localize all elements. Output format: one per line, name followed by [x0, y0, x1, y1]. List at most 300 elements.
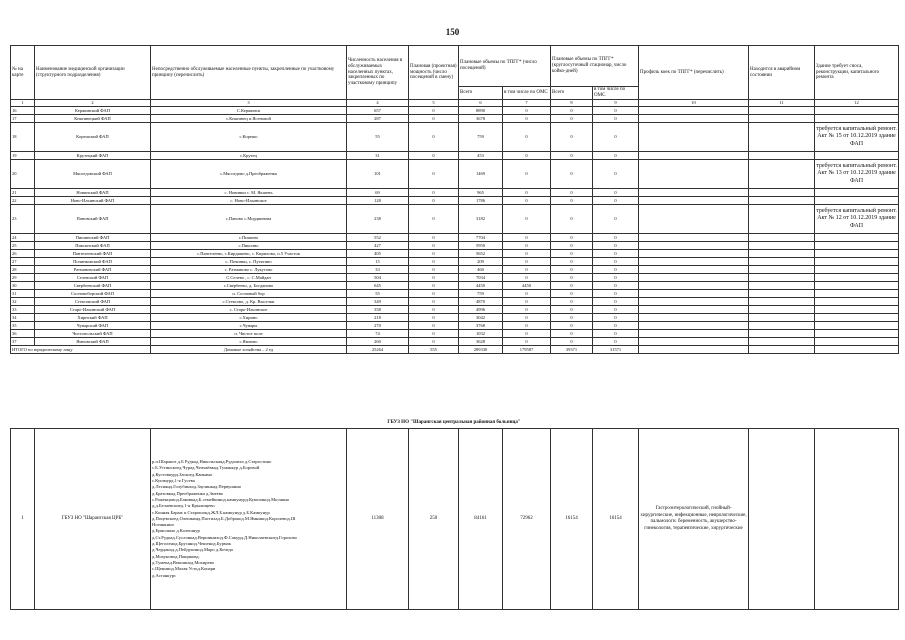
facility-emergency: [749, 298, 815, 306]
row-number: 24: [11, 234, 35, 242]
facility-population: 287: [347, 115, 409, 123]
facility-repair-note: [815, 306, 899, 314]
locality-line: д.д.Белаевскиед.1-я Крылищево: [152, 503, 215, 509]
facility-population: 101: [347, 160, 409, 189]
facility-capacity: 0: [409, 298, 459, 306]
total-population: 25264: [347, 346, 409, 354]
table-row: [11, 314, 899, 322]
facility-population: 55: [347, 123, 409, 152]
facility-beds: 0: [551, 322, 593, 330]
table-row: [11, 282, 899, 290]
facility-visits-oms: 0: [503, 107, 551, 115]
facility-visits: 453: [459, 152, 503, 160]
facility-bed-profile: [639, 234, 749, 242]
facility-localities: с.Ямново: [151, 338, 347, 346]
facility-beds: 0: [551, 290, 593, 298]
facility-repair-note: требуется капитальный ремонт. Акт № 12 от 10.12.2019 здание ФАП: [815, 205, 899, 234]
header-capacity: Плановая (проектная) мощность (число посещений в смену): [409, 46, 459, 100]
facility-name: Свербеевский ФАП: [35, 282, 151, 290]
header-no: № на карте: [11, 46, 35, 100]
facility-beds-oms: 0: [593, 107, 639, 115]
facility-bed-profile: [639, 282, 749, 290]
column-number: 7: [503, 100, 551, 107]
facility-localities: с. Новинки с. М. Якшень: [151, 189, 347, 197]
facility-beds-oms: 0: [593, 306, 639, 314]
facility-repair-note: [815, 189, 899, 197]
org-repair: [815, 429, 899, 610]
org-name: ГБУЗ НО "Шарангская ЦРБ": [35, 429, 151, 610]
facility-visits-oms: 0: [503, 205, 551, 234]
facility-bed-profile: [639, 258, 749, 266]
table-row: [11, 234, 899, 242]
facility-population: 238: [347, 205, 409, 234]
column-number: 5: [409, 100, 459, 107]
facility-emergency: [749, 107, 815, 115]
facility-name: Селевский ФАП: [35, 274, 151, 282]
facility-localities: с.Мясоедово д.Преображенка: [151, 160, 347, 189]
table-row: [11, 160, 899, 189]
facility-beds: 0: [551, 197, 593, 205]
facility-capacity: 0: [409, 152, 459, 160]
facility-population: 15: [347, 258, 409, 266]
facility-localities: с. Ново-Ильинское: [151, 197, 347, 205]
facility-bed-profile: [639, 314, 749, 322]
facility-visits: 7034: [459, 274, 503, 282]
facility-repair-note: [815, 107, 899, 115]
facility-beds: 0: [551, 258, 593, 266]
table-row: [11, 338, 899, 346]
header-localities: Непосредственно обслуживаемые населенные пункты, закрепленные по участковому принципу (перечислить): [151, 46, 347, 100]
facility-repair-note: [815, 298, 899, 306]
facility-beds-oms: 0: [593, 322, 639, 330]
facility-visits: 1469: [459, 160, 503, 189]
facility-beds-oms: 0: [593, 266, 639, 274]
locality-line: Ногинкино: [152, 522, 174, 528]
facility-visits: 209: [459, 258, 503, 266]
facility-visits-oms: 0: [503, 152, 551, 160]
facility-visits: 5652: [459, 250, 503, 258]
locality-line: д.Мохуновод.Пащиковд.: [152, 553, 200, 559]
table-row: [11, 330, 899, 338]
facility-beds: 0: [551, 338, 593, 346]
table-row: [11, 242, 899, 250]
row-number: 23: [11, 205, 35, 234]
facility-population: 645: [347, 282, 409, 290]
facility-visits-oms: 0: [503, 338, 551, 346]
table-row: [11, 250, 899, 258]
total-localities: Домовые хозяйства – 2 ед: [151, 346, 347, 354]
total-emergency: [749, 346, 815, 354]
facility-population: 55: [347, 290, 409, 298]
facility-bed-profile: [639, 107, 749, 115]
facility-capacity: 0: [409, 322, 459, 330]
facility-beds-oms: 0: [593, 258, 639, 266]
facility-name: Княгинецкий ФАП: [35, 115, 151, 123]
org-localities: [151, 429, 347, 610]
row-number: 16: [11, 107, 35, 115]
facility-repair-note: [815, 282, 899, 290]
facility-capacity: 0: [409, 189, 459, 197]
row-number: 28: [11, 266, 35, 274]
column-number: 10: [639, 100, 749, 107]
row-number: 21: [11, 189, 35, 197]
org-beds: 16154: [551, 429, 593, 610]
facility-capacity: 0: [409, 197, 459, 205]
facility-beds-oms: 0: [593, 314, 639, 322]
facility-name: Пантелеевский ФАП: [35, 250, 151, 258]
table-row: [11, 322, 899, 330]
locality-line: д.Ермолино д.Колешнур: [152, 528, 200, 534]
facility-beds: 0: [551, 250, 593, 258]
facility-beds-oms: 0: [593, 250, 639, 258]
row-number: 17: [11, 115, 35, 123]
facility-localities: п. Чистое поле: [151, 330, 347, 338]
facility-population: 349: [347, 298, 409, 306]
facility-visits: 3042: [459, 314, 503, 322]
facility-repair-note: требуется капитальный ремонт. Акт № 15 от 10.12.2019 здание ФАП: [815, 123, 899, 152]
facility-emergency: [749, 205, 815, 234]
organization-table: [10, 428, 899, 610]
locality-line: д.Кустовкурд.Заскоед.Каньямо: [152, 471, 213, 477]
facility-capacity: 0: [409, 306, 459, 314]
facility-population: 128: [347, 197, 409, 205]
facility-name: Сосновоборский ФАП: [35, 290, 151, 298]
facility-population: 218: [347, 314, 409, 322]
facility-localities: с. Ратманово с. Лукутово: [151, 266, 347, 274]
column-number: 12: [815, 100, 899, 107]
row-number: 36: [11, 330, 35, 338]
org-bed-profile: Гастроэнтерологический, гнойный-хирургические, инфекционные, неврологические, пальмологи. беременность, акушерство-гинекология, терапевтические, хирургические: [639, 429, 749, 610]
facility-name: Крутецкий ФАП: [35, 152, 151, 160]
facility-population: 270: [347, 322, 409, 330]
facility-visits-oms: 0: [503, 330, 551, 338]
facility-bed-profile: [639, 306, 749, 314]
table-row: [11, 290, 899, 298]
row-number: 33: [11, 306, 35, 314]
org-beds-oms: 16154: [593, 429, 639, 610]
header-repair: Здание требует сноса, реконструкции, капитального ремонта: [815, 46, 899, 100]
facility-population: 657: [347, 107, 409, 115]
total-repair: [815, 346, 899, 354]
table-row: [11, 306, 899, 314]
facility-population: 69: [347, 189, 409, 197]
facility-visits: 4870: [459, 298, 503, 306]
facility-capacity: 0: [409, 205, 459, 234]
facility-emergency: [749, 306, 815, 314]
facility-beds: 0: [551, 282, 593, 290]
row-number: 25: [11, 242, 35, 250]
facility-visits: 3678: [459, 115, 503, 123]
facility-capacity: 0: [409, 107, 459, 115]
facility-name: Ямновский ФАП: [35, 338, 151, 346]
facility-visits-oms: 0: [503, 274, 551, 282]
row-number: 31: [11, 290, 35, 298]
section-title: ГБУЗ НО "Шарангская центральная районная больница": [387, 420, 521, 425]
facility-beds: 0: [551, 266, 593, 274]
facility-visits: 4450: [459, 282, 503, 290]
facility-localities: с. Починки, с. Путятино: [151, 258, 347, 266]
facility-beds-oms: 0: [593, 338, 639, 346]
facility-bed-profile: [639, 205, 749, 234]
facility-beds-oms: 0: [593, 152, 639, 160]
org-population: 11308: [347, 429, 409, 610]
facility-emergency: [749, 330, 815, 338]
locality-line: с.Б.Устинскоед.Чурад.Чепчаёвкад.Туманкур д.Боровой: [152, 465, 260, 471]
facility-bed-profile: [639, 266, 749, 274]
total-row: [11, 346, 899, 354]
table-row: [11, 258, 899, 266]
facility-bed-profile: [639, 123, 749, 152]
header-visits: Плановые объемы по ТПГГ* (число посещений): [459, 46, 551, 87]
facility-visits-oms: 0: [503, 266, 551, 274]
facility-repair-note: требуется капитальный ремонт. Акт № 13 от 10.12.2019 здание ФАП: [815, 160, 899, 189]
facility-visits: 4996: [459, 306, 503, 314]
total-visits: 289330: [459, 346, 503, 354]
row-number: 29: [11, 274, 35, 282]
organization-row: [11, 429, 899, 610]
table-row: [11, 152, 899, 160]
facility-name: Мясоедовский ФАП: [35, 160, 151, 189]
facility-visits: 7704: [459, 234, 503, 242]
header-beds: Плановые объемы по ТПГГ* (круглосуточный стационар, число койко-дней): [551, 46, 639, 87]
facility-emergency: [749, 258, 815, 266]
facility-visits: 965: [459, 189, 503, 197]
facility-visits-oms: 0: [503, 242, 551, 250]
facility-visits: 460: [459, 266, 503, 274]
facility-repair-note: [815, 338, 899, 346]
column-number: 4: [347, 100, 409, 107]
table-row: [11, 274, 899, 282]
facility-visits-oms: 0: [503, 123, 551, 152]
facility-visits: 759: [459, 290, 503, 298]
facility-visits-oms: 0: [503, 290, 551, 298]
facility-emergency: [749, 338, 815, 346]
facility-visits-oms: 0: [503, 258, 551, 266]
facility-emergency: [749, 152, 815, 160]
facility-name: Пановский ФАП: [35, 205, 151, 234]
row-number: 20: [11, 160, 35, 189]
header-visits-oms: в том числе по ОМС: [503, 87, 551, 100]
facility-beds: 0: [551, 298, 593, 306]
facility-capacity: 0: [409, 160, 459, 189]
facility-capacity: 0: [409, 123, 459, 152]
row-number: 35: [11, 322, 35, 330]
facility-beds: 0: [551, 115, 593, 123]
facility-beds-oms: 0: [593, 197, 639, 205]
total-profile: [639, 346, 749, 354]
facility-visits-oms: 0: [503, 322, 551, 330]
facility-beds-oms: 0: [593, 160, 639, 189]
facility-repair-note: [815, 197, 899, 205]
facility-localities: С.Селево , с. С.Майдан: [151, 274, 347, 282]
facility-bed-profile: [639, 322, 749, 330]
facility-name: Стексовский ФАП: [35, 298, 151, 306]
facility-bed-profile: [639, 330, 749, 338]
facility-localities: с.Стексово, д. Кр. Выселки: [151, 298, 347, 306]
facility-capacity: 0: [409, 282, 459, 290]
facility-name: Хирнский ФАП: [35, 314, 151, 322]
header-emergency: Находится в аварийном состоянии: [749, 46, 815, 100]
facility-repair-note: [815, 258, 899, 266]
locality-line: д.Тумекад.Векшинод.Мохирево: [152, 560, 215, 566]
facility-repair-note: [815, 322, 899, 330]
column-number: 8: [551, 100, 593, 107]
locality-line: д.Ст.Рудкад.Суслонкад.Вершиниход.Ф.Сакурд.Д.Николаевскиед.Горохово: [152, 534, 297, 540]
localities-list: [152, 459, 345, 579]
facility-capacity: 0: [409, 258, 459, 266]
locality-line: д.Щеголенод.Брусянод.Чешенод.Бурмак: [152, 541, 231, 547]
facility-bed-profile: [639, 160, 749, 189]
locality-line: с.Кушмурд.1-я Гусева: [152, 477, 195, 483]
facility-capacity: 0: [409, 266, 459, 274]
facility-beds: 0: [551, 314, 593, 322]
facilities-table: [10, 45, 899, 354]
facility-beds-oms: 0: [593, 290, 639, 298]
row-number: 37: [11, 338, 35, 346]
facility-emergency: [749, 314, 815, 322]
facility-emergency: [749, 189, 815, 197]
facility-beds: 0: [551, 242, 593, 250]
facility-capacity: 0: [409, 314, 459, 322]
facility-localities: с.Крутец: [151, 152, 347, 160]
facility-repair-note: [815, 274, 899, 282]
facility-emergency: [749, 322, 815, 330]
facility-localities: с.Пишино: [151, 234, 347, 242]
facility-beds-oms: 0: [593, 282, 639, 290]
facility-beds-oms: 0: [593, 330, 639, 338]
row-number: 22: [11, 197, 35, 205]
facility-visits-oms: 0: [503, 314, 551, 322]
total-label: ИТОГО по юридическому лицу: [11, 346, 151, 354]
facility-visits: 3182: [459, 205, 503, 234]
row-number: 30: [11, 282, 35, 290]
total-beds-oms: 31571: [593, 346, 639, 354]
header-beds-total: Всего: [551, 87, 593, 100]
facility-visits-oms: 0: [503, 197, 551, 205]
facility-capacity: 0: [409, 274, 459, 282]
total-visits-oms: 179587: [503, 346, 551, 354]
facility-beds: 0: [551, 152, 593, 160]
facility-repair-note: [815, 314, 899, 322]
facility-bed-profile: [639, 189, 749, 197]
facility-bed-profile: [639, 290, 749, 298]
facility-population: 552: [347, 234, 409, 242]
facility-beds-oms: 0: [593, 189, 639, 197]
facility-beds-oms: 0: [593, 234, 639, 242]
locality-line: д.Черданод.д.Пейдукинод.Маро д.Кочедо: [152, 547, 234, 553]
total-beds: 39371: [551, 346, 593, 354]
facility-emergency: [749, 274, 815, 282]
row-number: 34: [11, 314, 35, 322]
column-number: 3: [151, 100, 347, 107]
facility-bed-profile: [639, 298, 749, 306]
facility-beds: 0: [551, 234, 593, 242]
locality-line: с.Роженцовод.Баковкад.Б.семейкинод.камкунурд.Куколинод.Моснино: [152, 496, 290, 502]
row-number: 18: [11, 123, 35, 152]
column-number: 11: [749, 100, 815, 107]
table-row: [11, 123, 899, 152]
header-population: Численность населения в обслуживаемых населенных пунктах, закрепленных по участковому принципу: [347, 46, 409, 100]
facility-bed-profile: [639, 197, 749, 205]
header-org: Наименование медицинской организации (структурного подразделения): [35, 46, 151, 100]
table-row: [11, 266, 899, 274]
facility-visits: 759: [459, 123, 503, 152]
facility-localities: с.Чувары: [151, 322, 347, 330]
facility-population: 358: [347, 306, 409, 314]
facility-beds-oms: 0: [593, 115, 639, 123]
facility-emergency: [749, 250, 815, 258]
facility-beds: 0: [551, 189, 593, 197]
facility-emergency: [749, 123, 815, 152]
column-number: 6: [459, 100, 503, 107]
facility-beds: 0: [551, 274, 593, 282]
header-bed-profile: Профиль коек по ТПГГ* (перечислить): [639, 46, 749, 100]
facility-capacity: 0: [409, 250, 459, 258]
facility-visits-oms: 0: [503, 115, 551, 123]
facility-beds: 0: [551, 107, 593, 115]
facility-localities: с.Пиксино: [151, 242, 347, 250]
facility-repair-note: [815, 242, 899, 250]
facility-bed-profile: [639, 242, 749, 250]
column-numbers-row: [11, 100, 899, 107]
facility-bed-profile: [639, 115, 749, 123]
facility-name: Починковский ФАП: [35, 258, 151, 266]
facility-beds-oms: 0: [593, 123, 639, 152]
facility-emergency: [749, 266, 815, 274]
facility-beds-oms: 0: [593, 298, 639, 306]
facility-emergency: [749, 160, 815, 189]
facility-capacity: 0: [409, 338, 459, 346]
facility-beds: 0: [551, 306, 593, 314]
facility-localities: С.Кержинск: [151, 107, 347, 115]
facility-beds: 0: [551, 330, 593, 338]
locality-line: д.Лесиянд.Голубинход.Заулинкад.Первушино: [152, 484, 242, 490]
facility-name: Корешский ФАП: [35, 123, 151, 152]
row-number: 32: [11, 298, 35, 306]
facility-capacity: 0: [409, 330, 459, 338]
facility-name: Ново-Ильинский ФАП: [35, 197, 151, 205]
table-row: [11, 115, 899, 123]
facility-bed-profile: [639, 152, 749, 160]
facility-beds: 0: [551, 123, 593, 152]
facility-bed-profile: [639, 338, 749, 346]
facility-name: Новинский ФАП: [35, 189, 151, 197]
facility-name: Пишинский ФАП: [35, 234, 151, 242]
facility-visits-oms: 0: [503, 234, 551, 242]
facility-visits: 5950: [459, 242, 503, 250]
column-number: 2: [35, 100, 151, 107]
facility-repair-note: [815, 152, 899, 160]
facility-emergency: [749, 282, 815, 290]
facility-name: Чуварский ФАП: [35, 322, 151, 330]
facility-visits-oms: 0: [503, 160, 551, 189]
facility-population: 405: [347, 250, 409, 258]
row-number: 19: [11, 152, 35, 160]
locality-line: с.Конная Бараж п.Старошонд.ЖЛ.Б.камкунур д.Б.Камкунур: [152, 509, 270, 515]
table-row: [11, 205, 899, 234]
facility-population: 427: [347, 242, 409, 250]
facility-repair-note: [815, 266, 899, 274]
table-row: [11, 197, 899, 205]
facility-emergency: [749, 242, 815, 250]
facility-population: 74: [347, 330, 409, 338]
facility-beds-oms: 0: [593, 242, 639, 250]
facility-bed-profile: [639, 250, 749, 258]
facility-localities: с.Хирино: [151, 314, 347, 322]
org-number: 1: [11, 429, 35, 610]
facility-visits: 3628: [459, 338, 503, 346]
facility-name: Ратмановский ФАП: [35, 266, 151, 274]
